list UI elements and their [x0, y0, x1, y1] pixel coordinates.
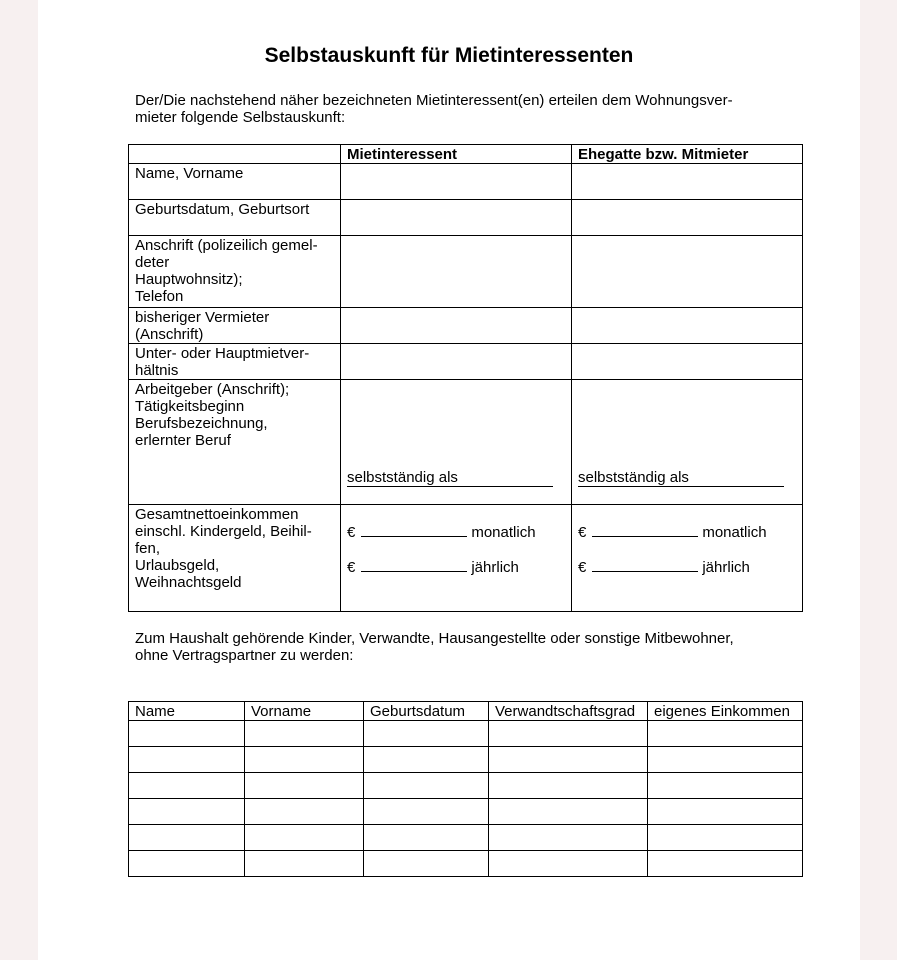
table-row — [129, 773, 803, 799]
cell[interactable] — [129, 825, 245, 851]
header-birthdate: Geburtsdatum — [364, 702, 489, 721]
field-spouse-birth[interactable] — [572, 200, 803, 236]
field-spouse-address[interactable] — [572, 236, 803, 308]
applicant-table — [128, 144, 803, 612]
field-spouse-tenancy[interactable] — [572, 344, 803, 380]
household-text: Zum Haushalt gehörende Kinder, Verwandte, Hausangestellte oder sonstige Mitbewohner, ohne Vertragspartner zu werden: — [135, 630, 734, 664]
cell[interactable] — [489, 851, 648, 877]
yearly-label: jährlich — [471, 559, 519, 576]
cell[interactable] — [648, 799, 803, 825]
cell[interactable] — [245, 825, 364, 851]
euro-sign: € — [578, 559, 587, 576]
row-label-address: Anschrift (polizeilich gemel- deter Hauptwohnsitz); Telefon — [129, 236, 341, 308]
cell[interactable] — [129, 851, 245, 877]
table-row — [129, 164, 803, 200]
field-applicant-birth[interactable] — [341, 200, 572, 236]
cell[interactable] — [489, 825, 648, 851]
cell[interactable] — [245, 773, 364, 799]
field-applicant-name[interactable] — [341, 164, 572, 200]
cell[interactable] — [489, 721, 648, 747]
table-row — [129, 308, 803, 344]
table-header-row — [129, 702, 803, 721]
yearly-income-line — [578, 558, 750, 576]
row-label-landlord: bisheriger Vermieter (Anschrift) — [129, 308, 341, 344]
cell[interactable] — [245, 721, 364, 747]
table-header-row — [129, 145, 803, 164]
cell[interactable] — [364, 851, 489, 877]
document-page — [38, 0, 860, 960]
cell[interactable] — [364, 825, 489, 851]
field-applicant-landlord[interactable] — [341, 308, 572, 344]
cell[interactable] — [489, 747, 648, 773]
monthly-label: monatlich — [471, 524, 536, 541]
page-title: Selbstauskunft für Mietinteressenten — [264, 44, 634, 67]
self-employed-label: selbstständig als — [347, 469, 553, 487]
table-row — [129, 799, 803, 825]
field-applicant-income[interactable] — [341, 505, 572, 612]
cell[interactable] — [129, 799, 245, 825]
header-applicant: Mietinteressent — [341, 145, 572, 164]
header-label-col — [129, 145, 341, 164]
table-row — [129, 851, 803, 877]
cell[interactable] — [245, 747, 364, 773]
table-row — [129, 200, 803, 236]
cell[interactable] — [489, 799, 648, 825]
monthly-income-line — [578, 523, 767, 541]
field-spouse-income[interactable] — [572, 505, 803, 612]
cell[interactable] — [129, 747, 245, 773]
blank-line[interactable] — [592, 523, 698, 537]
header-firstname: Vorname — [245, 702, 364, 721]
header-name: Name — [129, 702, 245, 721]
blank-line[interactable] — [361, 558, 467, 572]
cell[interactable] — [364, 773, 489, 799]
field-spouse-name[interactable] — [572, 164, 803, 200]
field-applicant-tenancy[interactable] — [341, 344, 572, 380]
row-label-employer: Arbeitgeber (Anschrift); Tätigkeitsbeginn Berufsbezeichnung, erlernter Beruf — [129, 380, 341, 505]
cell[interactable] — [129, 721, 245, 747]
blank-line[interactable] — [361, 523, 467, 537]
header-relation: Verwandtschaftsgrad — [489, 702, 648, 721]
household-table — [128, 701, 803, 877]
table-row — [129, 505, 803, 612]
cell[interactable] — [648, 773, 803, 799]
row-label-name: Name, Vorname — [129, 164, 341, 200]
euro-sign: € — [347, 524, 356, 541]
field-spouse-landlord[interactable] — [572, 308, 803, 344]
field-applicant-employer[interactable] — [341, 380, 572, 505]
header-income: eigenes Einkommen — [648, 702, 803, 721]
monthly-label: monatlich — [702, 524, 767, 541]
cell[interactable] — [648, 721, 803, 747]
monthly-income-line — [347, 523, 536, 541]
table-row — [129, 380, 803, 505]
table-row — [129, 236, 803, 308]
cell[interactable] — [129, 773, 245, 799]
table-row — [129, 721, 803, 747]
row-label-income: Gesamtnettoeinkommen einschl. Kindergeld, Beihil- fen, Urlaubsgeld, Weihnachtsgeld — [129, 505, 341, 612]
table-row — [129, 344, 803, 380]
table-row — [129, 825, 803, 851]
cell[interactable] — [245, 851, 364, 877]
blank-line[interactable] — [592, 558, 698, 572]
self-employed-label: selbstständig als — [578, 469, 784, 487]
table-row — [129, 747, 803, 773]
euro-sign: € — [578, 524, 587, 541]
row-label-birth: Geburtsdatum, Geburtsort — [129, 200, 341, 236]
field-spouse-employer[interactable] — [572, 380, 803, 505]
field-applicant-address[interactable] — [341, 236, 572, 308]
header-spouse: Ehegatte bzw. Mitmieter — [572, 145, 803, 164]
euro-sign: € — [347, 559, 356, 576]
yearly-income-line — [347, 558, 519, 576]
cell[interactable] — [364, 799, 489, 825]
cell[interactable] — [648, 747, 803, 773]
intro-text: Der/Die nachstehend näher bezeichneten Mietinteressent(en) erteilen dem Wohnungsver- mieter folgende Selbstauskunft: — [135, 92, 733, 126]
row-label-tenancy: Unter- oder Hauptmietver- hältnis — [129, 344, 341, 380]
cell[interactable] — [364, 747, 489, 773]
cell[interactable] — [364, 721, 489, 747]
cell[interactable] — [245, 799, 364, 825]
cell[interactable] — [648, 825, 803, 851]
cell[interactable] — [489, 773, 648, 799]
yearly-label: jährlich — [702, 559, 750, 576]
cell[interactable] — [648, 851, 803, 877]
